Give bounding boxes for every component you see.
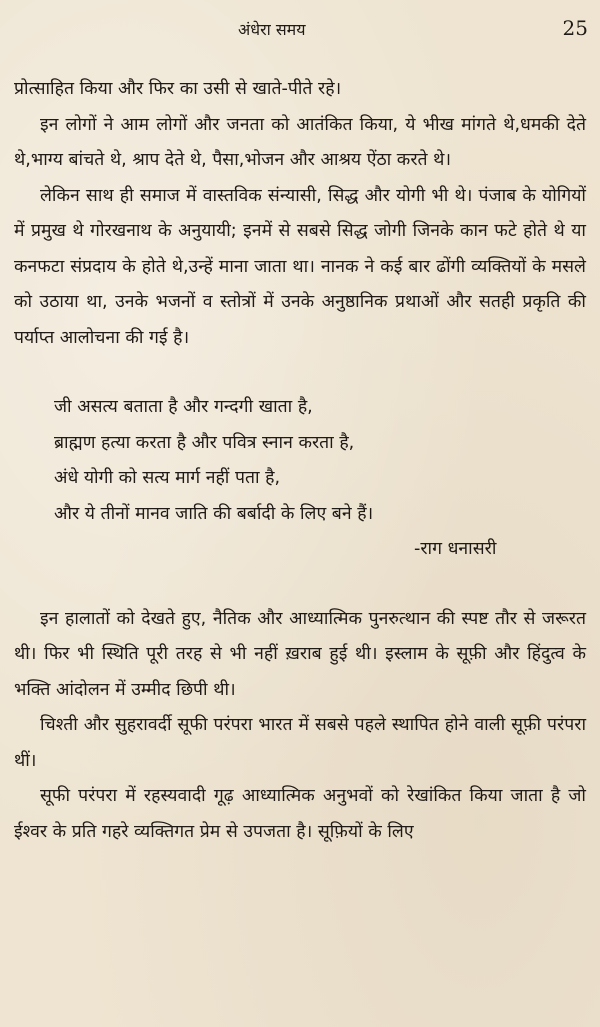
verse-line: ब्राह्मण हत्या करता है और पवित्र स्नान करता है, bbox=[54, 432, 355, 453]
body-text bbox=[14, 72, 586, 850]
paragraph: इन लोगों ने आम लोगों और जनता को आतंकित किया, ये भीख मांगते थे,धमकी देते थे,भाग्य बांचते थे, श्राप देते थे, पैसा,भोजन और आश्रय ऐंठा करते थे। bbox=[14, 114, 586, 170]
running-title: अंधेरा समय bbox=[238, 20, 306, 39]
paragraph: सूफी परंपरा में रहस्यवादी गूढ़ आध्यात्मिक अनुभवों को रेखांकित किया जाता है जो ईश्वर के प्रति गहरे व्यक्तिगत प्रेम से उपजता है। सूफ़ियों के लिए bbox=[14, 786, 586, 842]
page-number: 25 bbox=[562, 16, 588, 40]
paragraph-continuation: प्रोत्साहित किया और फिर का उसी से खाते-पीते रहे। bbox=[14, 79, 342, 99]
verse-block bbox=[54, 390, 586, 532]
paragraph: लेकिन साथ ही समाज में वास्तविक संन्यासी, सिद्ध और योगी भी थे। पंजाब के योगियों में प्रमुख थे गोरखनाथ के अनुयायी; इनमें से सबसे सिद्ध जोगी जिनके कान फटे होते थे या कनफटा संप्रदाय के होते थे,उन्हें माना जाता था। नानक ने कई बार ढोंगी व्यक्तियों के मसले को उठाया था, उनके भजनों व स्तोत्रों में उनके अनुष्ठानिक प्रथाओं और सतही प्रकृति की पर्याप्त आलोचना की गई है। bbox=[14, 185, 586, 348]
running-head bbox=[0, 18, 600, 44]
verse-line: जी असत्य बताता है और गन्दगी खाता है, bbox=[54, 397, 313, 417]
section-gap bbox=[14, 356, 586, 390]
verse-line: और ये तीनों मानव जाति की बर्बादी के लिए बने हैं। bbox=[54, 503, 374, 524]
paragraph: इन हालातों को देखते हुए, नैतिक और आध्यात्मिक पुनरुत्थान की स्पष्ट तौर से जरूरत थी। फिर भी स्थिति पूरी तरह से भी नहीं ख़राब हुई थी। इस्लाम के सूफ़ी और हिंदुत्व के भक्ति आंदोलन में उम्मीद छिपी थी। bbox=[14, 608, 586, 700]
verse-attribution: -राग धनासरी bbox=[414, 539, 497, 559]
verse-line: अंधे योगी को सत्य मार्ग नहीं पता है, bbox=[54, 468, 281, 488]
section-gap bbox=[14, 568, 586, 602]
paragraph: चिश्ती और सुहरावर्दी सूफी परंपरा भारत में सबसे पहले स्थापित होने वाली सूफ़ी परंपरा थीं। bbox=[14, 715, 586, 771]
